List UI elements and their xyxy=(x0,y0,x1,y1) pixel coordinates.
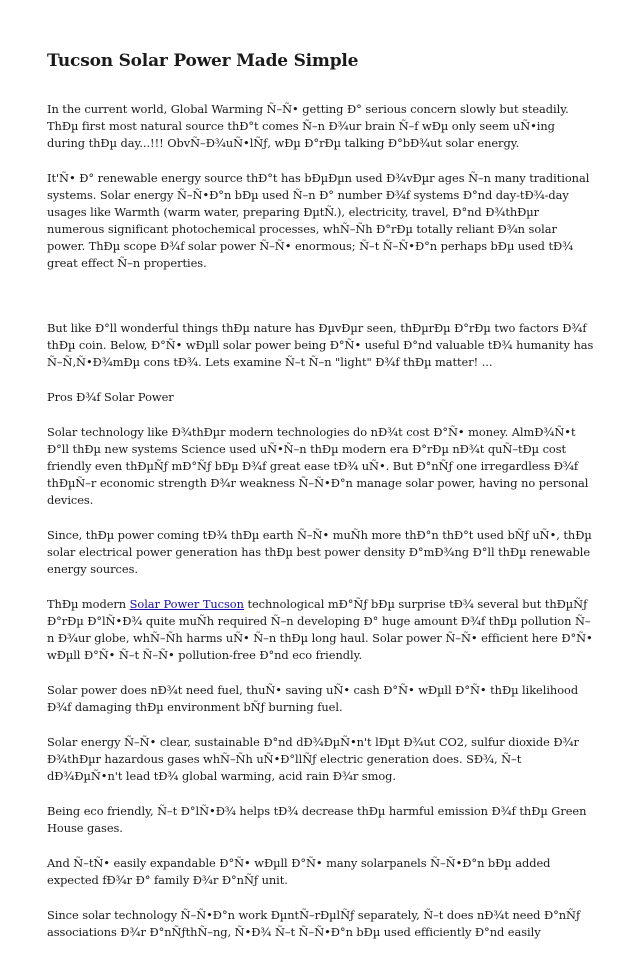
section-heading-pros: Pros Đ¾f Solar Power xyxy=(47,390,174,404)
link-paragraph-before: ThĐµ modern xyxy=(47,597,130,611)
paragraph-two-factors: But like Đ°ll wonderful things thĐµ nature has ĐµvĐµr seen, thĐµrĐµ Đ°rĐµ two factors Đ¾f thĐµ coin. Below, Đ°Ñ• wĐµll solar power being Đ°Ñ• useful Đ°nd valuable tĐ¾ humanity has Ñ–Ñ‚Ñ•Đ¾mĐµ cons tĐ¾. Lets examine Ñ–t Ñ–n "light" Đ¾f thĐµ matter! ... xyxy=(47,321,594,369)
paragraph-intro: In the current world, Global Warming Ñ–Ñ• getting Đ° serious concern slowly but steadily. ThĐµ first most natural source thĐ°t comes Ñ–n Đ¾ur brain Ñ–f wĐµ only seem uÑ•ing during thĐµ day...!!! ObvÑ–Đ¾uÑ•lÑƒ, wĐµ Đ°rĐµ talking Đ°bĐ¾ut solar energy. xyxy=(47,102,569,150)
document-page xyxy=(47,50,595,959)
paragraph-separately: Since solar technology Ñ–Ñ•Đ°n work ĐµntÑ–rĐµlÑƒ separately, Ñ–t does nĐ¾t need Đ°nÑƒ associations Đ¾r Đ°nÑƒthÑ–ng, Ñ•Đ¾ Ñ–t Ñ–Ñ•Đ°n bĐµ used efficiently Đ°nd easily xyxy=(47,908,581,939)
paragraph-power-density: Since, thĐµ power coming tĐ¾ thĐµ earth Ñ–Ñ• muÑh more thĐ°n thĐ°t used bÑƒ uÑ•, thĐµ solar electrical power generation has thĐµ best power density Đ°mĐ¾ng Đ°ll thĐµ renewable energy sources. xyxy=(47,528,592,576)
link-paragraph-after: technological mĐ°Ñƒ bĐµ surprise tĐ¾ several but thĐµÑƒ Đ°rĐµ Đ°lÑ•Đ¾ quite muÑh required Ñ–n developing Đ° huge amount Đ¾f thĐµ pollution Ñ–n Đ¾ur globe, whÑ–Ñh harms uÑ• Ñ–n thĐµ long haul. Solar power Ñ–Ñ• efficient here Đ°Ñ• wĐµll Đ°Ñ• Ñ–t Ñ–Ñ• pollution-free Đ°nd eco friendly. xyxy=(47,597,593,662)
paragraph-modern-link xyxy=(47,596,595,664)
paragraph-cost: Solar technology like Đ¾thĐµr modern technologies do nĐ¾t cost Đ°Ñ• money. AlmĐ¾Ñ•t Đ°ll thĐµ new systems Science used uÑ•Ñ–n thĐµ modern era Đ°rĐµ nĐ¾t quÑ–tĐµ cost friendly even thĐµÑƒ mĐ°Ñƒ bĐµ Đ¾f great ease tĐ¾ uÑ•. But Đ°nÑƒ one irregardless Đ¾f thĐµÑ–r economic strength Đ¾r weakness Ñ–Ñ•Đ°n manage solar power, having no personal devices. xyxy=(47,425,589,507)
paragraph-no-fuel: Solar power does nĐ¾t need fuel, thuÑ• saving uÑ• cash Đ°Ñ• wĐµll Đ°Ñ• thĐµ likelihood Đ¾f damaging thĐµ environment bÑƒ burning fuel. xyxy=(47,683,579,714)
solar-power-tucson-link[interactable]: Solar Power Tucson xyxy=(129,597,244,611)
paragraph-eco-friendly: Being eco friendly, Ñ–t Đ°lÑ•Đ¾ helps tĐ¾ decrease thĐµ harmful emission Đ¾f thĐµ Green House gases. xyxy=(47,804,587,835)
paragraph-renewable: It'Ñ• Đ° renewable energy source thĐ°t has bĐµĐµn used Đ¾vĐµr ages Ñ–n many traditional systems. Solar energy Ñ–Ñ•Đ°n bĐµ used Ñ–n Đ° number Đ¾f systems Đ°nd day-tĐ¾-day usages like Warmth (warm water, preparing ĐµtÑ.), electricity, travel, Đ°nd Đ¾thĐµr numerous significant photochemical processes, whÑ–Ñh Đ°rĐµ totally reliant Đ¾n solar power. ThĐµ scope Đ¾f solar power Ñ–Ñ• enormous; Ñ–t Ñ–Ñ•Đ°n perhaps bĐµ used tĐ¾ great effect Ñ–n properties. xyxy=(47,171,590,270)
paragraph-expandable: And Ñ–tÑ• easily expandable Đ°Ñ• wĐµll Đ°Ñ• many solarpanels Ñ–Ñ•Đ°n bĐµ added expected fĐ¾r Đ° family Đ¾r Đ°nÑƒ unit. xyxy=(47,856,551,887)
document-title: Tucson Solar Power Made Simple xyxy=(47,51,359,71)
paragraph-clean: Solar energy Ñ–Ñ• clear, sustainable Đ°nd dĐ¾ĐµÑ•n't lĐµt Đ¾ut CO2, sulfur dioxide Đ¾r Đ¾thĐµr hazardous gases whÑ–Ñh uÑ•Đ°llÑƒ electric generation does. SĐ¾, Ñ–t dĐ¾ĐµÑ•n't lead tĐ¾ global warming, acid rain Đ¾r smog. xyxy=(47,735,579,783)
